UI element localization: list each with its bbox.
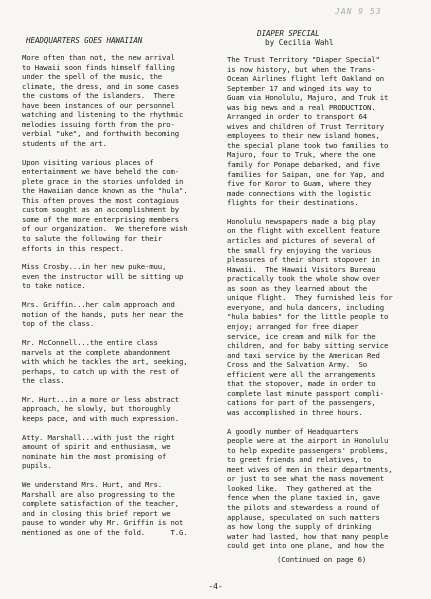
article-title-hawaiian: HEADQUARTERS GOES HAWAIIAN	[26, 36, 143, 45]
paragraph: Mr. Hurt...in a more or less abstract approach, he slowly, but thoroughly keeps pace, and with much expression.	[22, 394, 179, 423]
page-number: -4-	[208, 582, 223, 591]
paragraph: Upon visiting various places of entertainment we have beheld the com- plete grace in the stories unfolded in the Hawaiian dance known as the "hula". This often proves the most contagious custom sought as an accomplishment by some of the more enterprising members of our organization. We therefore wish to salute the following for their efforts in this respect.	[22, 157, 188, 253]
paragraph: Atty. Marshall...with just the right amount of spirit and enthusiasm, we nominate him the most promising of pupils.	[22, 432, 175, 471]
paragraph: More often than not, the new arrival to Hawaii soon finds himself falling under the spell of the music, the climate, the dress, and in some cases the customs of the islanders. There have been instances of our personnel watching and listening to the rhythmic melodies issuing forth from the pro- verbial "uke", and forthwith becoming students of the art.	[22, 53, 184, 148]
continued-note: (Continued on page 6)	[277, 554, 367, 564]
paragraph: The Trust Territory "Diaper Special" is now history, but when the Trans- Ocean Airlines flight left Oakland on September 17 and winged its way to Guam via Honolulu, Majuro, and Truk it was big news and a real PRODUCTION. Arranged in order to transport 64 wives and children of Trust Territory employees to their new island homes, the special plane took two families to Majuro, four to Truk, where the one family for Ponape debarked, and five families for Saipan, one for Yap, and five for Koror to Guam, where they made connections with the logistic flights for their destinations.	[227, 55, 389, 208]
article-title-diaper-special: DIAPER SPECIAL	[257, 29, 320, 38]
paragraph: Mrs. Griffin...her calm approach and motion of the hands, puts her near the top of the class.	[22, 300, 184, 329]
byline: by Cecilia Wahl	[265, 38, 334, 47]
paragraph: A goodly number of Headquarters people were at the airport in Honolulu to help expedite passengers' problems, to greet friends and relatives, to meet wives of men in their departments, or just to see what the mass movement looked like. They gathered at the fence when the plane taxied in, gave the pilots and stewardess a round of applause, speculated on such matters as how long the supply of drinking water had lasted, how that many people could get into one plane, and how the	[227, 426, 393, 551]
paragraph: Mr. McConnell...the entire class marvels at the complete abandonment with which he tackles the art, seeking, perhaps, to catch up with the rest of the class.	[22, 337, 188, 386]
date-stamp: JAN 9 53	[335, 7, 382, 16]
paragraph: Honolulu newspapers made a big play on the flight with excellent feature articles and pictures of several of the small fry enjoying the various pleasures of their short stopover in Hawaii. The Hawaii Visitors Bureau practically took the whole show over as soon as they learned about the unique flight. They furnished leis for everyone, and hula dancers, including "hula babies" for the little people to enjoy; arranged for free diaper service, ice cream and milk for the children, and for baby sitting service and taxi service by the American Red Cross and the Salvation Army. So efficient were all the arrangements that the stopover, made in order to complete last minute passport compli- cations for part of the passengers, was accomplished in three hours.	[227, 216, 393, 417]
right-column	[227, 0, 423, 573]
paragraph: We understand Mrs. Hurt, and Mrs. Marshall are also progressing to the complete satisfaction of the teacher, and in closing this brief report we pause to wonder why Mr. Griffin is not mentioned as one of the fold. T.G.	[22, 480, 188, 537]
left-column	[22, 0, 215, 547]
paragraph: Miss Crosby...in her new puke-muu, even the instructor will be sitting up to take notice.	[22, 262, 184, 291]
